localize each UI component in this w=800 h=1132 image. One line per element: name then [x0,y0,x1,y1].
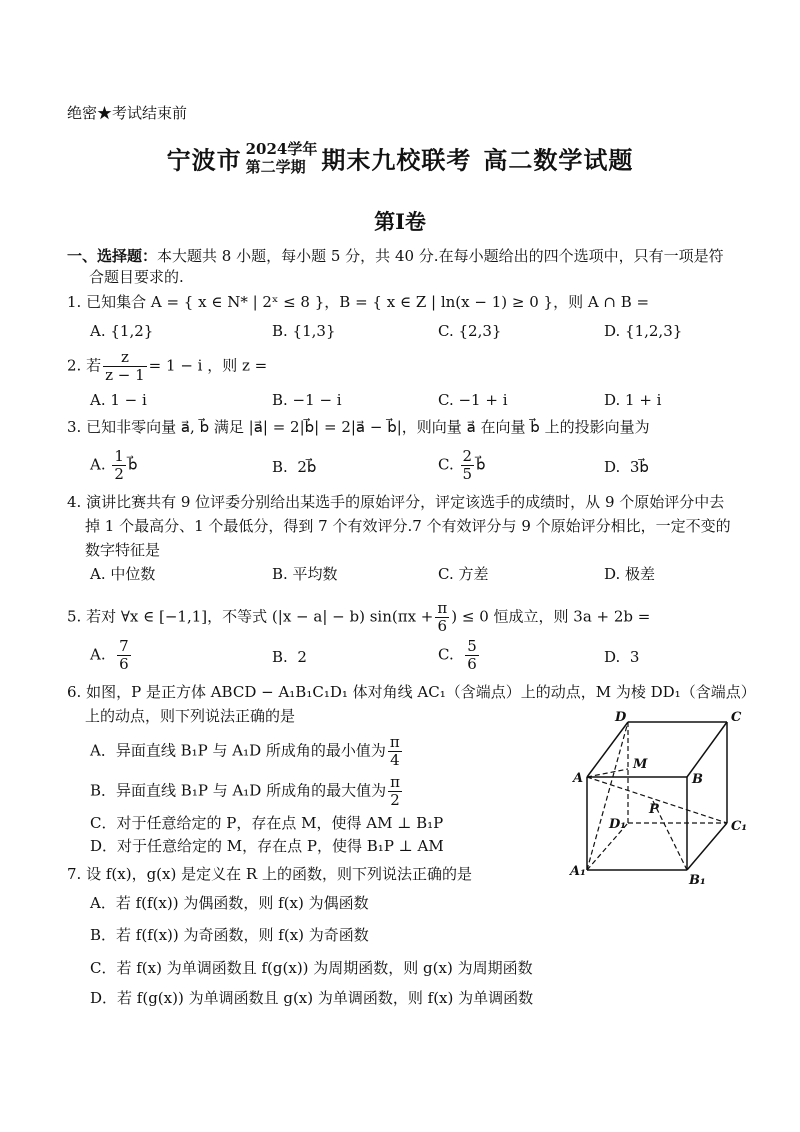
q2-frac-den: z − 1 [105,366,145,384]
title-city: 宁波市 [166,145,242,175]
q6-line1: 如图，P 是正方体 ABCD − A₁B₁C₁D₁ 体对角线 AC₁（含端点）上的动点，M 为棱 DD₁（含端点） [86,683,756,701]
q7-number: 7. [67,865,82,883]
q4-line1: 演讲比赛共有 9 位评委分别给出某选手的原始评分，评定该选手的成绩时，从 9 个原始评分中去 [86,493,725,511]
q3-a-den: 2 [114,465,124,483]
q2-stem-post: = 1 − i ，则 z = [148,356,268,375]
exam-title [0,140,800,176]
question-2 [67,349,267,384]
question-4 [67,490,782,562]
title-term [246,140,318,176]
line-AM [587,769,628,777]
q5-b-label: B. [272,648,288,666]
q1-option-d: D. {1,2,3} [604,322,683,340]
q3-c-num: 2 [462,447,473,465]
q4-number: 4. [67,493,82,511]
label-P: P [649,802,659,817]
title-semester: 第二学期 [245,158,306,176]
q5-number: 5. [67,607,82,626]
q4-line2: 掉 1 个最高分、1 个最低分，得到 7 个有效评分.7 个有效评分与 9 个原始评分相比，一定不变的 [85,517,731,535]
section-label: 一、选择题： [67,247,158,265]
q3-number: 3. [67,418,82,436]
q6-b-text: B．异面直线 B₁P 与 A₁D 所成角的最大值为 [90,781,387,800]
q1-option-c: C. {2,3} [438,322,502,340]
question-5 [67,600,650,635]
q5-c-fraction [465,638,479,673]
q7-stem: 设 f(x)，g(x) 是定义在 R 上的函数，则下列说法正确的是 [86,865,472,883]
q2-fraction [103,349,147,384]
q5-b-text: 2 [297,648,307,666]
q2-option-b: B. −1 − i [272,391,342,409]
q6-a-fraction [388,734,402,769]
question-3 [67,416,650,438]
q2-option-c: C. −1 + i [438,391,508,409]
q6-b-fraction [388,774,402,809]
cube-figure [565,705,765,885]
q3-c-label: C. [438,455,454,474]
q3-option-b [272,456,316,478]
label-D: D [615,710,627,725]
q3-d-label: D. [604,458,621,476]
q3-b-text: 2b⃗ [297,458,317,476]
q6-a-text: A．异面直线 B₁P 与 A₁D 所成角的最小值为 [90,741,386,760]
q2-stem-pre: 若 [86,356,102,375]
q2-number: 2. [67,356,82,375]
q6-b-den: 2 [390,791,400,809]
q6-option-b [90,774,404,809]
q3-c-tail: b⃗ [476,455,486,474]
label-M: M [633,757,648,772]
q7-option-d: D．若 f(g(x)) 为单调函数且 g(x) 为单调函数，则 f(x) 为单调函数 [90,989,534,1007]
q6-option-a [90,734,404,769]
q3-option-d [604,456,649,478]
q5-c-label: C. [438,645,454,664]
q5-stem-pre: 若对 ∀x ∈ [−1,1]，不等式 (|x − a| − b) sin(πx + [86,607,434,626]
q5-a-num: 7 [119,637,129,655]
q4-option-b: B. 平均数 [272,565,338,583]
q2-option-d: D. 1 + i [604,391,662,409]
q5-c-den: 6 [467,655,477,673]
q6-option-d: D．对于任意给定的 M，存在点 P，使得 B₁P ⊥ AM [90,837,444,855]
label-A: A [573,771,584,786]
edge-B1C1 [687,823,727,870]
q6-a-den: 4 [390,751,400,769]
q5-option-c [438,638,481,673]
edge-AD [587,722,628,777]
q4-option-c: C. 方差 [438,565,489,583]
q6-b-num: π [390,773,400,791]
label-C1: C₁ [731,819,748,834]
q1-option-b: B. {1,3} [272,322,336,340]
q3-option-a [90,448,137,483]
q3-b-label: B. [272,458,288,476]
q4-option-d: D. 极差 [604,565,656,583]
label-C: C [731,710,742,725]
q5-stem-post: ) ≤ 0 恒成立，则 3a + 2b = [451,607,651,626]
volume-heading: 第Ⅰ卷 [374,209,426,234]
label-B: B [692,772,703,787]
q3-c-den: 5 [462,465,473,483]
q5-a-den: 6 [119,655,129,673]
q7-option-a: A．若 f(f(x)) 为偶函数，则 f(x) 为偶函数 [90,894,369,912]
section-desc-line2: 合题目要求的. [89,268,184,286]
q3-a-tail: b⃗ [127,455,138,474]
question-7 [67,863,472,885]
q6-number: 6. [67,683,82,701]
q5-option-a [90,638,133,673]
label-A1: A₁ [570,864,586,879]
q5-option-b [272,646,307,668]
q5-frac-den: 6 [437,617,448,635]
q5-option-d [604,646,639,668]
section-desc-line1: 本大题共 8 小题，每小题 5 分，共 40 分.在每小题给出的四个选项中，只有一项是符 [157,247,724,265]
q3-c-fraction [461,448,475,483]
q3-d-text: 3b⃗ [629,458,649,476]
q1-option-a: A. {1,2} [90,322,154,340]
q3-option-c [438,448,486,483]
q1-stem: 已知集合 A = { x ∈ N* | 2ˣ ≤ 8 }，B = { x ∈ Z | ln(x − 1) ≥ 0 }，则 A ∩ B = [86,293,650,311]
q7-option-c: C．若 f(x) 为单调函数且 f(g(x)) 为周期函数，则 g(x) 为周期函数 [90,959,533,977]
q5-d-text: 3 [629,648,640,666]
label-D1: D₁ [609,817,626,832]
q2-option-a: A. 1 − i [90,391,147,409]
q6-line2: 上的动点，则下列说法正确的是 [85,707,296,725]
edge-BC [687,722,727,777]
title-exam: 期末九校联考 [321,145,472,175]
q6-option-c: C．对于任意给定的 P，存在点 M，使得 AM ⊥ B₁P [90,814,444,832]
q6-a-num: π [389,733,400,751]
line-A1D [587,722,628,870]
q3-a-num: 1 [114,447,124,465]
confidential-mark: 绝密★考试结束前 [67,104,188,122]
q5-a-fraction [117,638,131,673]
title-subject: 高二数学试题 [483,145,634,175]
q1-number: 1. [67,293,82,311]
question-1 [67,291,649,313]
section-instructions [67,246,782,288]
q4-line3: 数字特征是 [85,541,161,559]
q2-frac-num: z [103,349,147,367]
q5-d-label: D. [604,648,621,666]
q5-fraction [435,600,449,635]
q3-stem: 已知非零向量 a⃗, b⃗ 满足 |a⃗| = 2|b⃗| = 2|a⃗ − b⃗|，则向量 a⃗ 在向量 b⃗ 上的投影向量为 [86,418,650,436]
q3-a-label: A. [90,455,106,474]
q3-a-fraction [112,448,126,483]
q4-option-a: A. 中位数 [90,565,156,583]
q7-option-b: B．若 f(f(x)) 为奇函数，则 f(x) 为奇函数 [90,926,369,944]
title-year: 2024学年 [245,140,318,158]
q5-c-num: 5 [467,637,477,655]
q5-frac-num: π [437,599,448,617]
label-B1: B₁ [689,873,706,885]
q5-a-label: A. [90,645,106,664]
